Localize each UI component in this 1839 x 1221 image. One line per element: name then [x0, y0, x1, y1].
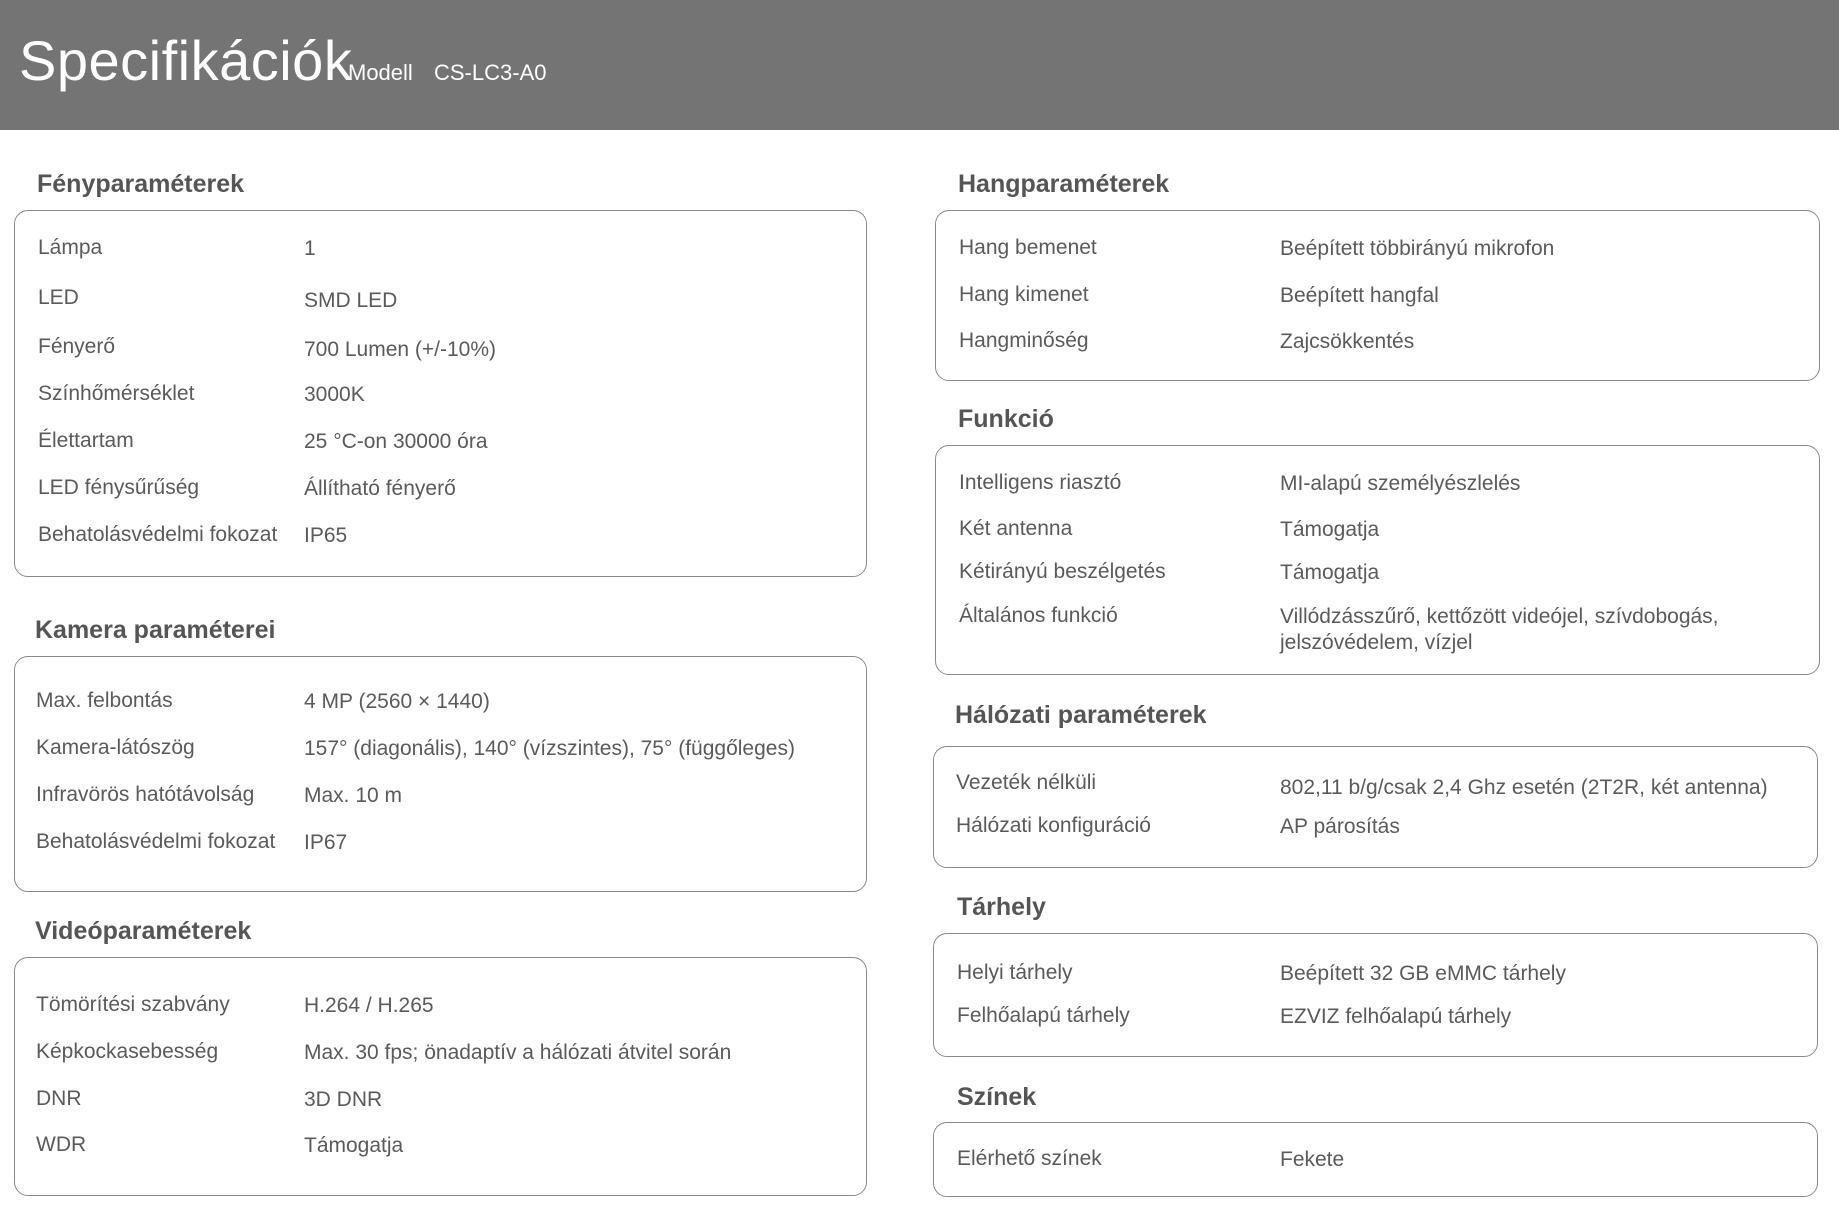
spec-label: Színhőmérséklet — [38, 382, 195, 405]
spec-label: Behatolásvédelmi fokozat — [38, 523, 278, 546]
spec-value: IP67 — [304, 831, 348, 854]
spec-label: Lámpa — [38, 236, 103, 259]
light-section-title: Fényparaméterek — [37, 170, 245, 198]
network-parameters-box — [933, 746, 1818, 868]
spec-value: EZVIZ felhőalapú tárhely — [1280, 1005, 1512, 1028]
camera-section-title: Kamera paraméterei — [35, 616, 276, 644]
spec-value: Beépített 32 GB eMMC tárhely — [1280, 962, 1566, 985]
spec-label: Hálózati konfiguráció — [956, 814, 1151, 837]
spec-value: Max. 30 fps; önadaptív a hálózati átvitel során — [304, 1041, 732, 1064]
storage-section-title: Tárhely — [957, 893, 1046, 921]
spec-value: 802,11 b/g/csak 2,4 Ghz esetén (2T2R, két antenna) — [1280, 776, 1768, 799]
spec-label: Kamera-látószög — [36, 736, 195, 759]
spec-label: Max. felbontás — [36, 689, 173, 712]
spec-value: Zajcsökkentés — [1280, 330, 1415, 353]
model-value: CS-LC3-A0 — [434, 60, 547, 85]
spec-label: Fényerő — [38, 335, 116, 358]
spec-value: Támogatja — [1280, 518, 1380, 541]
spec-label: LED fénysűrűség — [38, 476, 200, 499]
spec-label: LED — [38, 286, 79, 309]
spec-value: 700 Lumen (+/-10%) — [304, 338, 497, 361]
spec-value: 4 MP (2560 × 1440) — [304, 690, 490, 713]
spec-value: MI-alapú személyészlelés — [1280, 472, 1521, 495]
spec-value: Támogatja — [1280, 561, 1380, 584]
spec-label: Vezeték nélküli — [956, 771, 1097, 794]
page-title: Specifikációk — [19, 29, 353, 92]
storage-box — [933, 933, 1818, 1057]
function-section-title: Funkció — [958, 405, 1054, 433]
spec-value: 3000K — [304, 383, 365, 406]
spec-label: Általános funkció — [959, 604, 1118, 627]
spec-value: Max. 10 m — [304, 784, 403, 807]
spec-label: Tömörítési szabvány — [36, 993, 230, 1016]
video-section-title: Videóparaméterek — [35, 917, 252, 945]
spec-label: Kétirányú beszélgetés — [959, 560, 1166, 583]
spec-value: Támogatja — [304, 1134, 404, 1157]
spec-label: Elérhető színek — [957, 1147, 1102, 1170]
audio-section-title: Hangparaméterek — [958, 170, 1170, 198]
spec-label: WDR — [36, 1133, 87, 1156]
spec-label: Behatolásvédelmi fokozat — [36, 830, 276, 853]
spec-label: Infravörös hatótávolság — [36, 783, 255, 806]
spec-value: SMD LED — [304, 289, 398, 312]
light-parameters-box — [14, 210, 867, 577]
spec-label: Hangminőség — [959, 329, 1089, 352]
video-parameters-box — [14, 957, 867, 1196]
spec-value: Fekete — [1280, 1148, 1345, 1171]
spec-value: IP65 — [304, 524, 348, 547]
function-box — [935, 445, 1820, 675]
spec-value: AP párosítás — [1280, 815, 1400, 838]
spec-label: Hang bemenet — [959, 236, 1097, 259]
spec-label: Két antenna — [959, 517, 1073, 540]
spec-value: 157° (diagonális), 140° (vízszintes), 75° (függőleges) — [304, 737, 795, 760]
spec-label: Élettartam — [38, 429, 134, 452]
colors-box — [933, 1122, 1818, 1197]
spec-value: 25 °C-on 30000 óra — [304, 430, 488, 453]
spec-label: Hang kimenet — [959, 283, 1089, 306]
spec-label: Képkockasebesség — [36, 1040, 219, 1063]
network-section-title: Hálózati paraméterek — [955, 701, 1207, 729]
page-header — [0, 0, 1839, 130]
model-label: Modell — [348, 60, 413, 85]
colors-section-title: Színek — [957, 1083, 1037, 1111]
spec-label: DNR — [36, 1087, 82, 1110]
spec-value: 1 — [304, 237, 316, 260]
spec-label: Helyi tárhely — [957, 961, 1073, 984]
spec-value: H.264 / H.265 — [304, 994, 434, 1017]
audio-parameters-box — [935, 210, 1820, 381]
camera-parameters-box — [14, 656, 867, 892]
spec-value: Beépített hangfal — [1280, 284, 1439, 307]
spec-value: Villódzásszűrő, kettőzött videójel, szívdobogás, — [1280, 605, 1719, 628]
spec-value: Beépített többirányú mikrofon — [1280, 237, 1555, 260]
spec-value: Állítható fényerő — [304, 477, 456, 500]
spec-label: Intelligens riasztó — [959, 471, 1122, 494]
spec-label: Felhőalapú tárhely — [957, 1004, 1130, 1027]
spec-value-continued: jelszóvédelem, vízjel — [1280, 631, 1473, 654]
spec-value: 3D DNR — [304, 1088, 383, 1111]
